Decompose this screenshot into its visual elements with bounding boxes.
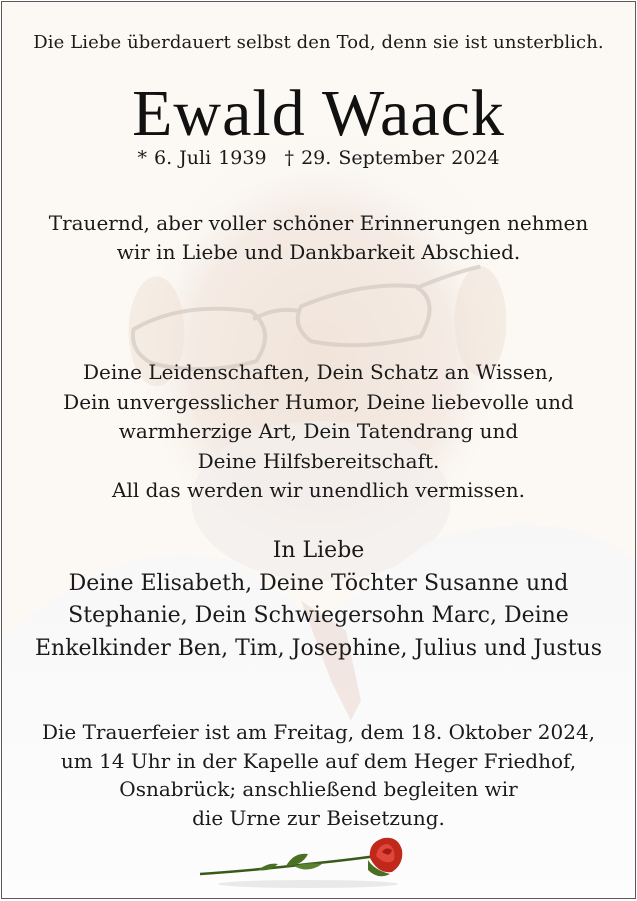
funeral-info [2, 718, 635, 832]
intro-text [2, 209, 635, 267]
intro-line: Trauernd, aber voller schöner Erinnerungen nehmen [48, 211, 589, 235]
rose-icon [198, 834, 412, 892]
family-line: Stephanie, Dein Schwiegersohn Marc, Deine [68, 603, 569, 628]
passions-line: All das werden wir unendlich vermissen. [112, 478, 525, 502]
death-date: † 29. September 2024 [284, 147, 500, 169]
family-line: Deine Elisabeth, Deine Töchter Susanne und [68, 570, 569, 596]
funeral-line: Osnabrück; anschließend begleiten wir [119, 777, 518, 801]
funeral-line: um 14 Uhr in der Kapelle auf dem Heger Friedhof, [60, 748, 577, 773]
deceased-name: Ewald Waack [132, 77, 505, 150]
family-line: In Liebe [272, 538, 365, 563]
passions-line: Deine Hilfsbereitschaft. [197, 448, 440, 473]
life-dates [2, 147, 635, 169]
family-line: Enkelkinder Ben, Tim, Josephine, Julius und Justus [34, 635, 602, 661]
passions-line: Dein unvergesslicher Humor, Deine liebevolle und [63, 389, 574, 414]
passions-line: Deine Leidenschaften, Dein Schatz an Wissen, [82, 360, 555, 384]
intro-line: wir in Liebe und Dankbarkeit Abschied. [116, 240, 521, 264]
passions-text [2, 358, 635, 506]
family-signature [2, 535, 635, 665]
birth-date: * 6. Juli 1939 [137, 147, 267, 169]
passions-line: warmherzige Art, Dein Tatendrang und [118, 419, 519, 443]
funeral-line: die Urne zur Beisetzung. [192, 805, 445, 830]
funeral-line: Die Trauerfeier ist am Freitag, dem 18. Oktober 2024, [41, 720, 596, 744]
motto-quote: Die Liebe überdauert selbst den Tod, denn sie ist unsterblich. [33, 32, 604, 53]
obituary-notice [1, 1, 636, 899]
